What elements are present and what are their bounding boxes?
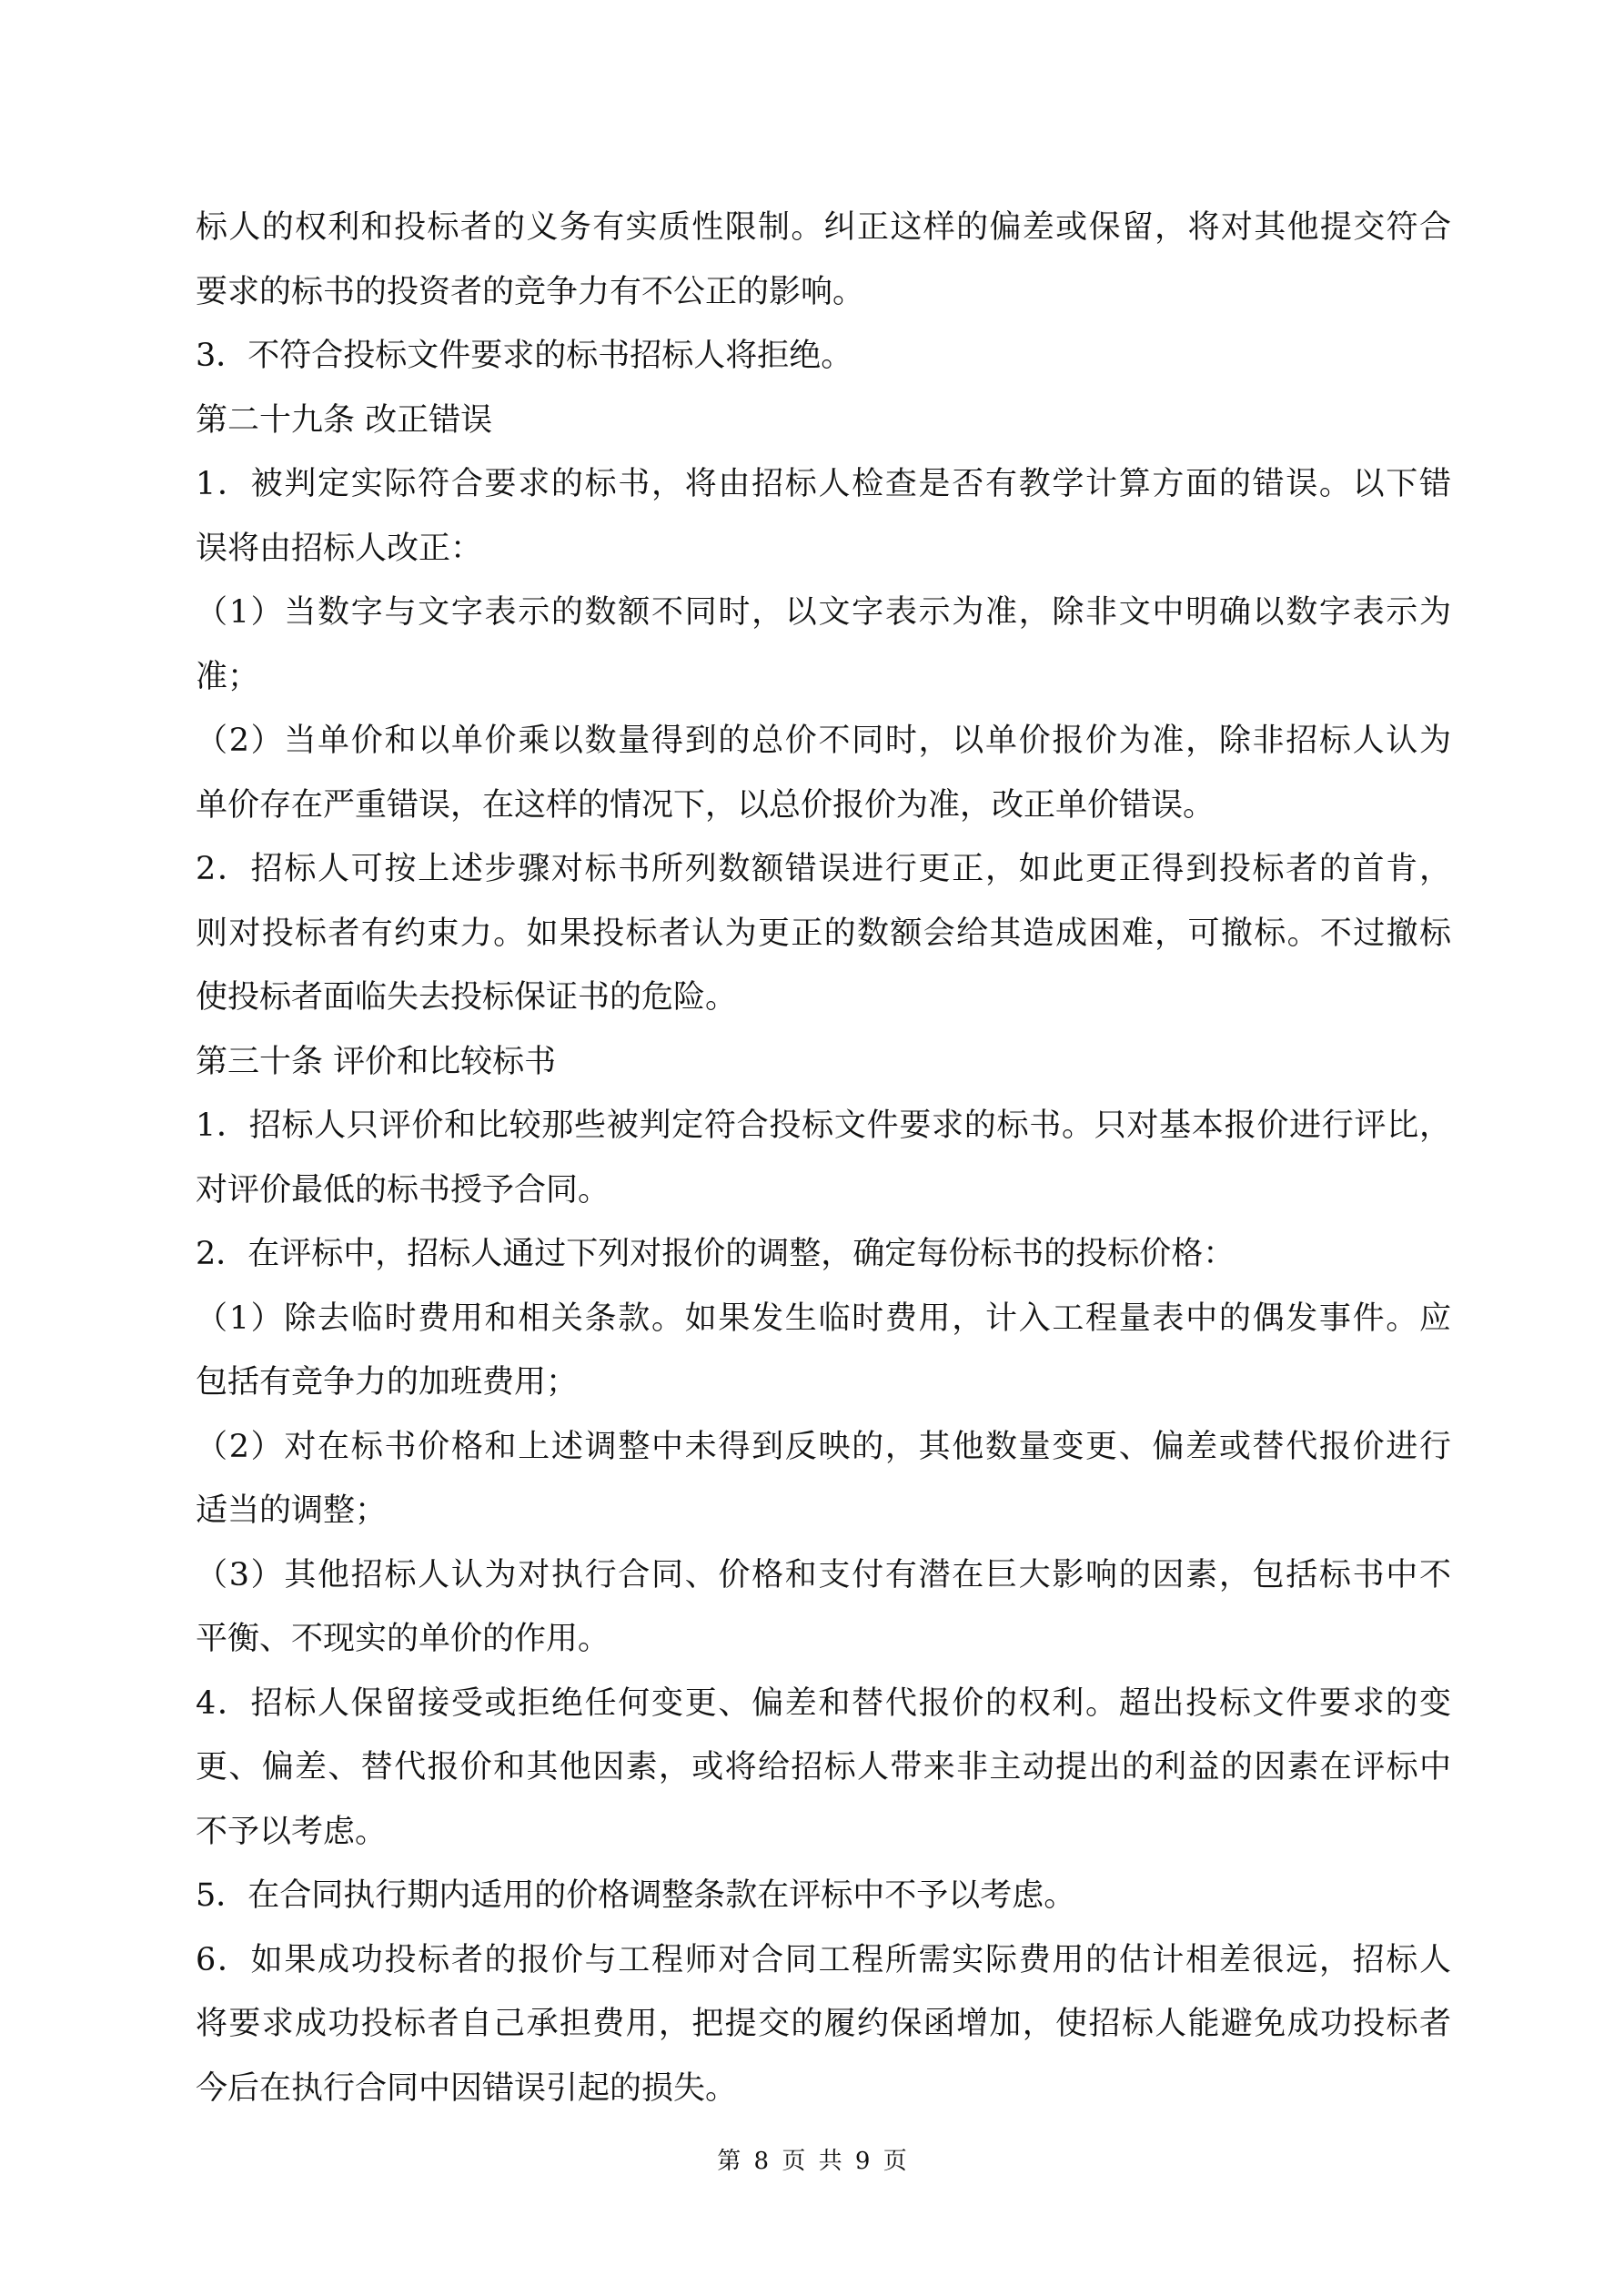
text-line: 要求的标书的投资者的竞争力有不公正的影响。 <box>196 273 865 310</box>
document-body <box>196 196 1451 2120</box>
text-line: 包括有竞争力的加班费用； <box>196 1364 579 1401</box>
text-line: 则对投标者有约束力。如果投标者认为更正的数额会给其造成困难，可撤标。不过撤标 <box>196 915 1451 952</box>
text-line: 6．如果成功投标者的报价与工程师对合同工程所需实际费用的估计相差很远，招标人 <box>196 1941 1451 1978</box>
text-line: 准； <box>196 658 260 695</box>
text-line: 1．被判定实际符合要求的标书，将由招标人检查是否有教学计算方面的错误。以下错 <box>196 466 1451 502</box>
text-line: 使投标者面临失去投标保证书的危险。 <box>196 979 738 1016</box>
text-line: （3）其他招标人认为对执行合同、价格和支付有潜在巨大影响的因素，包括标书中不 <box>196 1556 1451 1593</box>
document-page <box>196 196 1451 2120</box>
text-line: （1）除去临时费用和相关条款。如果发生临时费用，计入工程量表中的偶发事件。应 <box>196 1300 1451 1337</box>
text-line: 误将由招标人改正： <box>196 530 483 567</box>
text-line: 第二十九条 改正错误 <box>196 401 493 439</box>
text-line: （2）对在标书价格和上述调整中未得到反映的，其他数量变更、偏差或替代报价进行 <box>196 1428 1451 1465</box>
text-line: 第三十条 评价和比较标书 <box>196 1043 557 1080</box>
text-line: 对评价最低的标书授予合同。 <box>196 1171 610 1209</box>
text-line: （2）当单价和以单价乘以数量得到的总价不同时，以单价报价为准，除非招标人认为 <box>196 723 1451 759</box>
text-line: 平衡、不现实的单价的作用。 <box>196 1621 610 1657</box>
text-line: 不予以考虑。 <box>196 1813 388 1850</box>
text-line: （1）当数字与文字表示的数额不同时，以文字表示为准，除非文中明确以数字表示为 <box>196 594 1451 631</box>
text-line: 4．招标人保留接受或拒绝任何变更、偏差和替代报价的权利。超出投标文件要求的变 <box>196 1684 1451 1722</box>
text-line: 单价存在严重错误，在这样的情况下，以总价报价为准，改正单价错误。 <box>196 786 1215 824</box>
text-line: 2．招标人可按上述步骤对标书所列数额错误进行更正，如此更正得到投标者的首肯， <box>196 851 1451 887</box>
text-line: 更、偏差、替代报价和其他因素，或将给招标人带来非主动提出的利益的因素在评标中 <box>196 1749 1451 1785</box>
page-footer: 第 8 页 共 9 页 <box>717 2148 907 2175</box>
text-line: 3．不符合投标文件要求的标书招标人将拒绝。 <box>196 338 853 374</box>
text-line: 今后在执行合同中因错误引起的损失。 <box>196 2069 738 2107</box>
text-line: 标人的权利和投标者的义务有实质性限制。纠正这样的偏差或保留，将对其他提交符合 <box>196 209 1451 246</box>
text-line: 1．招标人只评价和比较那些被判定符合投标文件要求的标书。只对基本报价进行评比， <box>196 1108 1451 1144</box>
text-line: 将要求成功投标者自己承担费用，把提交的履约保函增加，使招标人能避免成功投标者 <box>196 2006 1451 2042</box>
text-line: 2．在评标中，招标人通过下列对报价的调整，确定每份标书的投标价格： <box>196 1236 1236 1272</box>
text-line: 5．在合同执行期内适用的价格调整条款在评标中不予以考虑。 <box>196 1877 1076 1914</box>
text-line: 适当的调整； <box>196 1492 388 1529</box>
